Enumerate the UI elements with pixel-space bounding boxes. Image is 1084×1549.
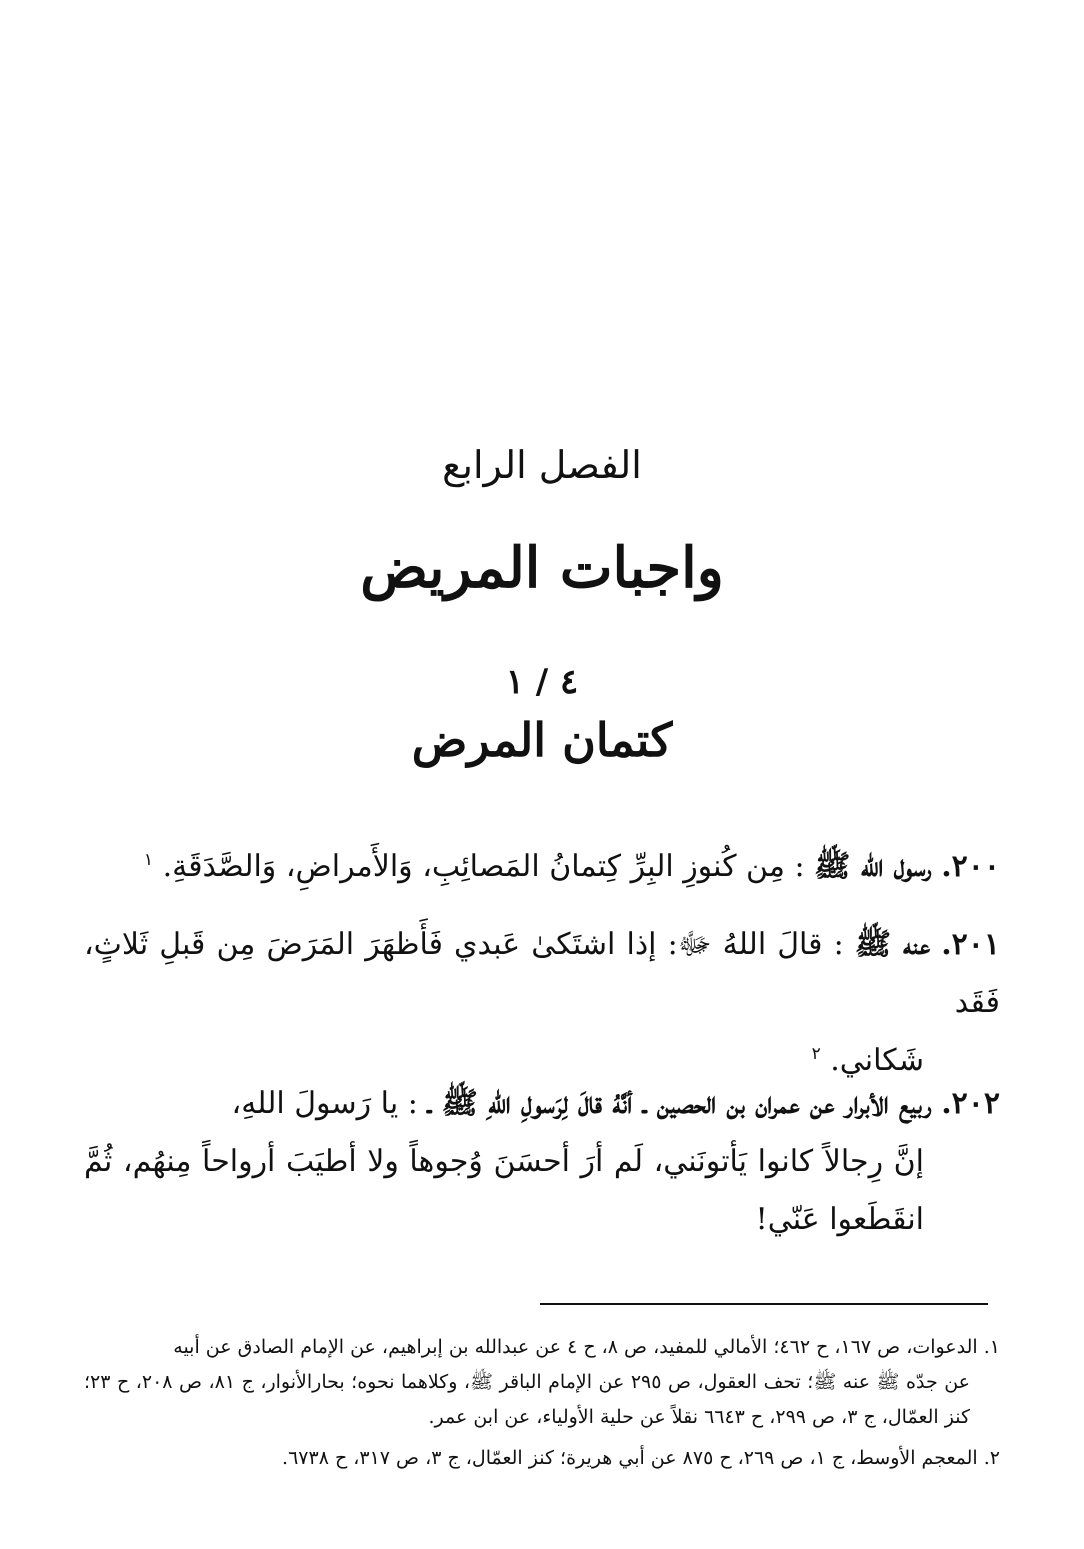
footnote-continuation: عن جدّه ﷺ عنه ﷺ؛ تحف العقول، ص ٢٩٥ عن الإمام الباقر ﷺ، وكلاهما نحوه؛ بحارالأنوار، ج ٨١، ص ٢٠٨، ح ٢٣؛ كنز العمّال، ج ٣، ص ٢٩٩، ح ٦٦٤٣ نقلاً عن حلية الأولياء، عن ابن عمر. [84,1371,971,1428]
footnote-ref[interactable]: ١ [143,850,154,870]
hadith-continuation: شَكاني. [830,1043,924,1078]
footnote-2 [84,1441,1000,1476]
hadith-source: ربيع الأبرار عن عمران بن الحصين ـ أنَّهُ قالَ لِرَسولِ اللهِ ﷺ ـ [427,1086,932,1121]
hadith-source: عنه ﷺ [854,927,931,962]
hadith-continuation: إنَّ رِجالاً كانوا يَأتونَني، لَم أرَ أحسَنَ وُجوهاً ولا أطيَبَ أرواحاً مِنهُم، ثُمَّ انقَطَعوا عَنّي! [84,1144,924,1237]
footnote-ref[interactable]: ٢ [811,1044,821,1064]
footnote-text: المعجم الأوسط، ج ١، ص ٢٦٩، ح ٨٧٥ عن أبي هريرة؛ كنز العمّال، ج ٣، ص ٣١٧، ح ٦٧٣٨. [282,1447,978,1469]
hadith-text: : يا رَسولَ اللهِ، [231,1086,418,1121]
section-title: كتمان المرض [411,713,673,767]
hadith-text: : قالَ اللهُ ﷻ: إذا اشتَكىٰ عَبدي فَأَظهَرَ المَرَضَ مِن قَبلِ ثَلاثٍ، فَقَد [84,927,1000,1020]
hadith-number: ٢٠٢. [941,1086,1000,1121]
hadith-source: رسول الله ﷺ [814,849,932,884]
hadith-number: ٢٠٠. [941,849,1000,884]
footnote-separator [540,1303,988,1305]
chapter-title: واجبات المريض [360,535,724,601]
section-number: ٤ / ١ [505,662,579,702]
hadith-200 [84,838,1000,896]
footnote-number: ٢. [983,1447,1000,1469]
hadith-201 [84,916,1000,1090]
footnote-1 [84,1330,1000,1435]
hadith-text: : مِن كُنوزِ البِرِّ كِتمانُ المَصائِبِ، وَالأَمراضِ، وَالصَّدَقَةِ. [162,849,805,884]
footnote-text: الدعوات، ص ١٦٧، ح ٤٦٢؛ الأمالي للمفيد، ص ٨، ح ٤ عن عبدالله بن إبراهيم، عن الإمام الصادق عن أبيه [173,1336,978,1358]
hadith-202 [84,1075,1000,1249]
footnote-number: ١. [983,1336,1000,1358]
hadith-number: ٢٠١. [941,927,1000,962]
chapter-label: الفصل الرابع [442,443,642,487]
